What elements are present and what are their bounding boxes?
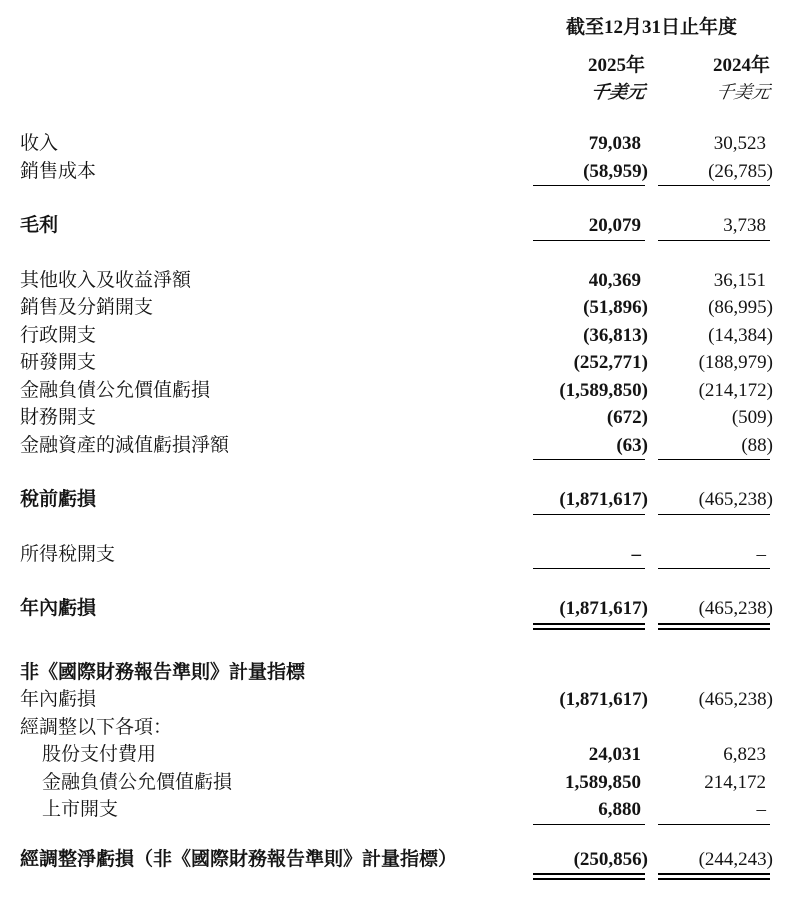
amount: (14,384) <box>708 324 773 346</box>
table-row <box>20 322 773 350</box>
row-label: 所得稅開支 <box>20 543 116 565</box>
table-row <box>20 714 770 742</box>
table-row <box>20 769 770 797</box>
value-2024 <box>658 741 770 769</box>
table-row <box>20 486 773 515</box>
value-2024 <box>658 486 773 515</box>
table-row <box>20 377 773 405</box>
table-header-units-row <box>20 79 770 106</box>
row-label: 金融負債公允價值虧損 <box>42 771 233 793</box>
amount: (58,959) <box>583 160 648 182</box>
table-row <box>20 432 773 461</box>
amount: 1,589,850 <box>565 771 641 793</box>
row-label: 行政開支 <box>20 324 97 346</box>
row-label: 收入 <box>20 133 59 154</box>
value-2024 <box>658 796 770 825</box>
amount: (36,813) <box>583 324 648 346</box>
amount: – <box>756 543 766 565</box>
value-2025 <box>533 432 648 461</box>
table-header-period-row <box>20 16 770 40</box>
table-row <box>20 846 773 876</box>
row-label: 銷售成本 <box>20 160 97 182</box>
table-row <box>20 212 770 241</box>
amount: 40,369 <box>588 269 641 291</box>
row-label: 毛利 <box>20 215 59 236</box>
income-statement-table <box>20 130 773 875</box>
amount: 24,031 <box>588 744 641 765</box>
value-2025 <box>533 130 645 158</box>
amount: (1,871,617) <box>559 689 648 710</box>
table-row <box>20 686 773 714</box>
row-label: 經調整以下各項： <box>20 716 173 738</box>
value-2024 <box>658 349 773 377</box>
row-label: 稅前虧損 <box>20 489 97 510</box>
amount: (465,238) <box>698 689 773 710</box>
table-row <box>20 741 770 769</box>
amount: (1,589,850) <box>559 379 648 401</box>
value-2024 <box>658 322 773 350</box>
table-row <box>20 796 770 825</box>
amount: (88) <box>741 434 773 456</box>
value-2025 <box>533 686 648 714</box>
amount: 214,172 <box>704 771 766 793</box>
table-row <box>20 267 770 295</box>
amount: 3,738 <box>723 215 766 236</box>
value-2025 <box>533 796 645 825</box>
row-label: 金融資產的減值虧損淨額 <box>20 434 230 456</box>
table-row <box>20 349 773 377</box>
period-heading: 截至12月31日止年度 <box>565 17 737 38</box>
value-2025 <box>533 741 645 769</box>
row-label: 金融負債公允價值虧損 <box>20 379 211 401</box>
amount: (465,238) <box>698 489 773 510</box>
value-2024 <box>658 846 773 876</box>
value-2025 <box>533 595 648 625</box>
value-2025 <box>533 294 648 322</box>
value-2024 <box>658 377 773 405</box>
value-2025 <box>533 541 645 570</box>
row-label: 其他收入及收益淨額 <box>20 269 192 291</box>
table-row <box>20 130 770 158</box>
value-2025 <box>533 322 648 350</box>
value-2025 <box>533 377 648 405</box>
value-2024 <box>658 267 770 295</box>
amount: (214,172) <box>698 379 773 401</box>
amount: (1,871,617) <box>559 489 648 510</box>
row-label: 財務開支 <box>20 407 97 428</box>
table-row <box>20 541 770 570</box>
value-2025 <box>533 769 645 797</box>
value-2025 <box>533 486 648 515</box>
amount: (188,979) <box>698 352 773 373</box>
row-label: 年內虧損 <box>20 598 97 619</box>
value-2024 <box>658 686 773 714</box>
amount: 36,151 <box>713 269 766 291</box>
value-2025 <box>533 404 648 432</box>
row-label: 研發開支 <box>20 352 97 373</box>
value-2024 <box>658 212 770 241</box>
row-label: 經調整淨虧損（非《國際財務報告準則》計量指標） <box>20 848 458 870</box>
value-2025 <box>533 846 648 876</box>
amount: – <box>756 799 766 820</box>
table-row <box>20 294 773 322</box>
value-2025 <box>533 158 648 187</box>
row-label: 年內虧損 <box>20 689 97 710</box>
amount: 20,079 <box>588 215 641 236</box>
amount: 79,038 <box>588 133 641 154</box>
amount: 6,823 <box>723 744 766 765</box>
amount: – <box>631 543 641 565</box>
table-row <box>20 659 770 687</box>
table-header-years-row <box>20 52 770 79</box>
value-2025 <box>533 349 648 377</box>
value-2024 <box>658 769 770 797</box>
amount: (509) <box>731 407 773 428</box>
value-2024 <box>658 541 770 570</box>
value-2024 <box>658 130 770 158</box>
value-2024 <box>658 595 773 625</box>
value-2024 <box>658 294 773 322</box>
amount: (26,785) <box>708 160 773 182</box>
table-row <box>20 158 773 187</box>
value-2024 <box>658 158 773 187</box>
value-2025 <box>533 267 645 295</box>
amount: (672) <box>606 407 648 428</box>
amount: (51,896) <box>583 297 648 318</box>
column-header-2024: 2024年 <box>712 55 770 76</box>
unit-label-2025: 千美元 <box>589 82 647 102</box>
row-label: 銷售及分銷開支 <box>20 297 154 318</box>
table-row <box>20 404 773 432</box>
value-2024 <box>658 404 773 432</box>
row-label: 股份支付費用 <box>42 744 157 765</box>
amount: 30,523 <box>713 133 766 154</box>
amount: (63) <box>616 434 648 456</box>
amount: (244,243) <box>698 848 773 870</box>
amount: 6,880 <box>598 799 641 820</box>
unit-label-2024: 千美元 <box>714 82 772 102</box>
column-header-2025: 2025年 <box>587 55 645 76</box>
amount: (250,856) <box>573 848 648 870</box>
amount: (465,238) <box>698 598 773 619</box>
table-row <box>20 595 773 625</box>
amount: (1,871,617) <box>559 598 648 619</box>
amount: (86,995) <box>708 297 773 318</box>
value-2024 <box>658 432 773 461</box>
amount: (252,771) <box>573 352 648 373</box>
row-label: 非《國際財務報告準則》計量指標 <box>20 661 306 683</box>
value-2025 <box>533 212 645 241</box>
row-label: 上市開支 <box>42 799 119 820</box>
